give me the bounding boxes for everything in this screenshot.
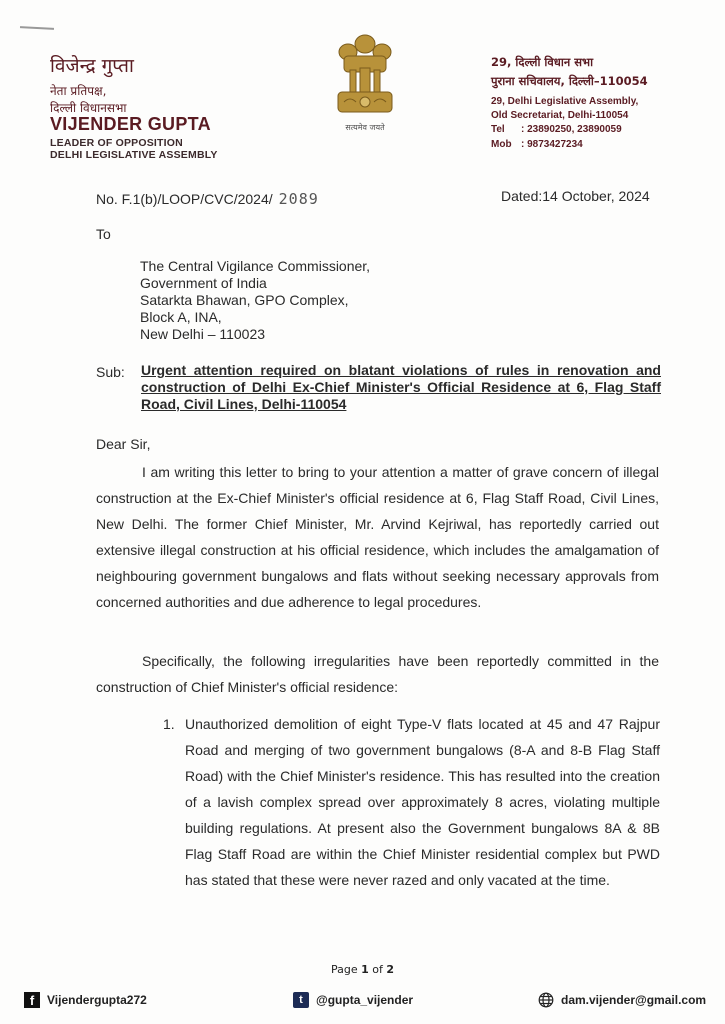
letterhead-hindi-title-1: नेता प्रतिपक्ष,	[50, 84, 107, 98]
letterhead-hindi-title-2: दिल्ली विधानसभा	[50, 101, 127, 115]
page-prefix: Page	[330, 963, 362, 976]
globe-icon	[538, 992, 554, 1008]
twitter-icon: t	[293, 992, 309, 1008]
address-hindi-line1: 29, दिल्ली विधान सभा	[491, 55, 594, 69]
paragraph-irregularities: Specifically, the following irregularities have been reportedly committed in the construction of Chief Minister's official residence:	[96, 653, 659, 695]
letterhead-hindi-name: विजेन्द्र गुप्ता	[50, 55, 134, 77]
tel-label: Tel	[491, 124, 505, 135]
to-label: To	[96, 226, 111, 242]
recipient-address	[140, 258, 370, 343]
emblem-motto: सत्यमेव जयते	[345, 123, 385, 132]
recipient-line: New Delhi – 110023	[140, 326, 266, 342]
recipient-line: Satarkta Bhawan, GPO Complex,	[140, 292, 349, 308]
list-item	[163, 711, 660, 893]
tel-value: : 23890250, 23890059	[521, 124, 622, 135]
subject-label: Sub:	[96, 364, 125, 380]
footer-twitter	[293, 992, 413, 1008]
address-english-line1: 29, Delhi Legislative Assembly,	[491, 96, 639, 107]
salutation: Dear Sir,	[96, 436, 151, 452]
telephone	[491, 124, 622, 135]
email-address: dam.vijender@gmail.com	[561, 993, 707, 1007]
footer-facebook	[24, 992, 147, 1008]
letter-date: Dated:14 October, 2024	[501, 188, 650, 204]
pen-mark	[20, 26, 54, 30]
mobile	[491, 139, 583, 150]
letterhead-english-title-2: DELHI LEGISLATIVE ASSEMBLY	[50, 149, 218, 161]
footer-email	[538, 992, 706, 1008]
list-item-text: Unauthorized demolition of eight Type-V flats located at 45 and 47 Rajpur Road and merging of two government bungalows (8-A and 8-B Flag Staff Road) with the Chief Minister's residence. This has resulted into the creation of a lavish complex spread over approximately 8 acres, violating multiple building regulations. At present also the Government bungalows 8A & 8B Flag Staff Road are within the Chief Minister residential complex but PWD has stated that these were never razed and only vacated at the time.	[185, 716, 660, 888]
mob-value: : 9873427234	[521, 139, 583, 150]
recipient-line: Government of India	[140, 275, 267, 291]
subject-text: Urgent attention required on blatant violations of rules in renovation and construction of Delhi Ex-Chief Minister's Official Residence at 6, Flag Staff Road, Civil Lines, Delhi-110054	[141, 362, 661, 412]
list-item-number: 1.	[163, 716, 175, 732]
facebook-icon: f	[24, 992, 40, 1008]
recipient-line: Block A, INA,	[140, 309, 222, 325]
reference-printed: No. F.1(b)/LOOP/CVC/2024/	[96, 191, 273, 207]
letterhead-english-name: VIJENDER GUPTA	[50, 114, 211, 134]
national-emblem-icon	[330, 30, 400, 122]
paragraph-intro: I am writing this letter to bring to your attention a matter of grave concern of illegal construction at the Ex-Chief Minister's official residence at 6, Flag Staff Road, Civil Lines, New Delhi. The former Chief Minister, Mr. Arvind Kejriwal, has reportedly carried out extensive illegal construction at his official residence, which includes the amalgamation of neighbouring government bungalows and flats without seeking necessary approvals from concerned authorities and due adherence to legal procedures.	[96, 464, 659, 610]
facebook-handle: Vijendergupta272	[47, 993, 147, 1007]
address-hindi-line2: पुराना सचिवालय, दिल्ली–110054	[491, 74, 648, 88]
twitter-handle: @gupta_vijender	[316, 993, 414, 1007]
address-english-line2: Old Secretariat, Delhi-110054	[491, 110, 629, 121]
irregularities-list	[163, 711, 660, 893]
page-current: 1	[361, 963, 369, 976]
reference-number	[96, 190, 319, 208]
reference-handwritten: 2089	[278, 190, 319, 208]
letterhead-english-title-1: LEADER OF OPPOSITION	[50, 137, 183, 149]
recipient-line: The Central Vigilance Commissioner,	[140, 258, 371, 274]
mob-label: Mob	[491, 139, 512, 150]
page-total: 2	[386, 963, 395, 976]
page-of: of	[368, 963, 387, 976]
page-number	[0, 963, 725, 976]
